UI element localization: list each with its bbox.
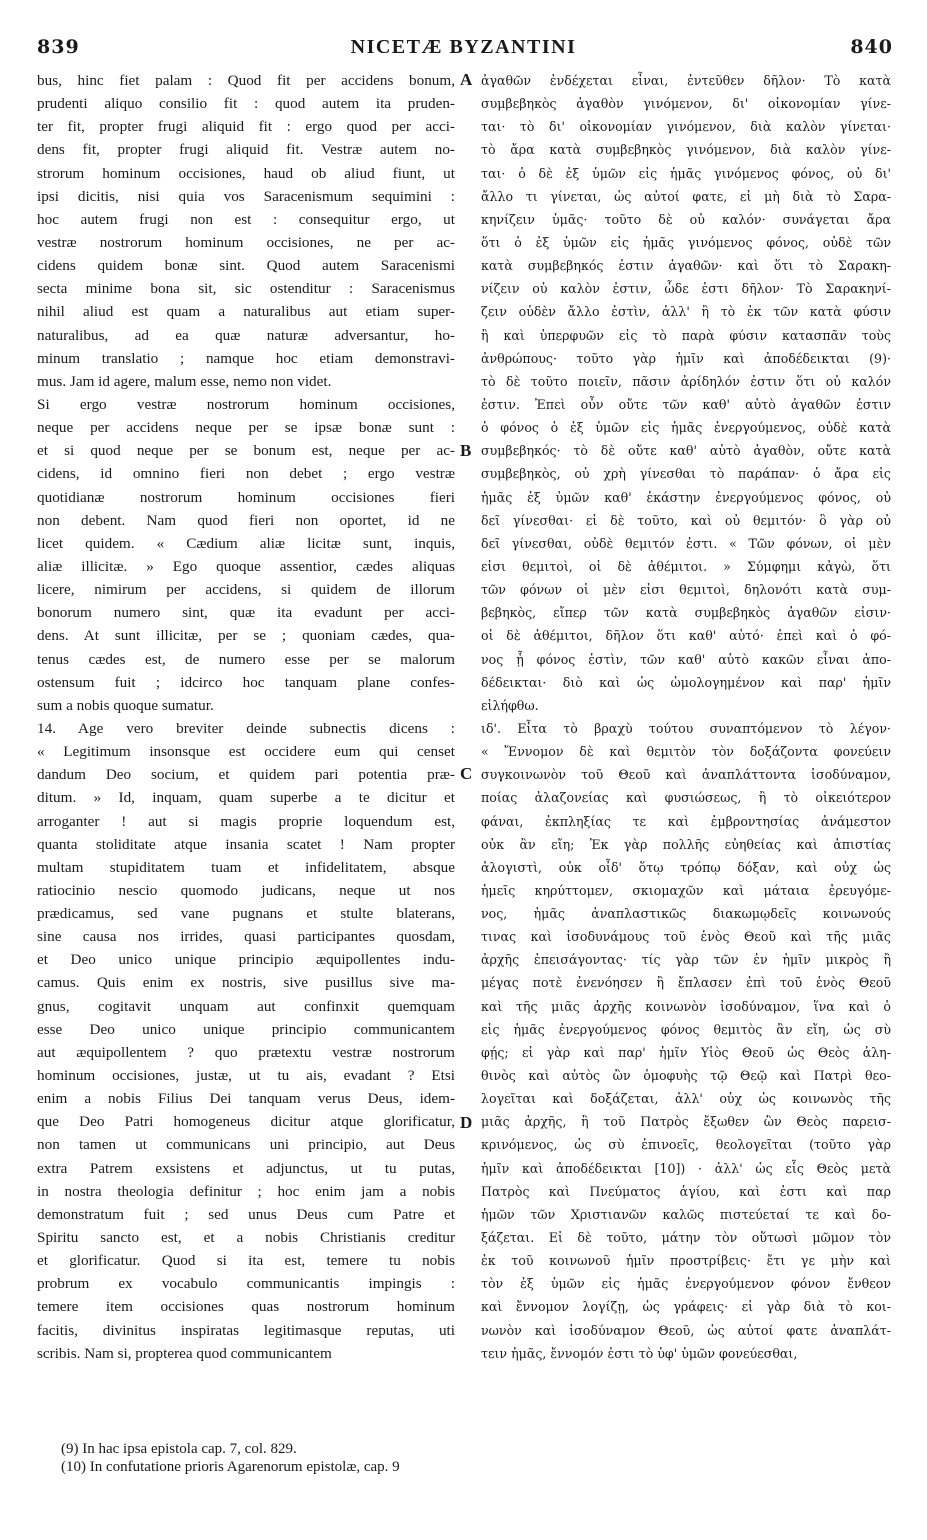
greek-line: ξάζεται. Εἰ δὲ τοῦτο, μάτην τὸν οὕτωσὶ μῶμον τὸν <box>481 1230 891 1246</box>
latin-line: gnus, cogitavit unquam aut confinxit quemquam <box>37 997 455 1015</box>
greek-line: φάναι, ἐκπληξίας τε καὶ ἐμβροντησίας ἀνάμεστον <box>481 813 891 829</box>
footnote-10: (10) In confutatione prioris Agarenorum epistolæ, cap. 9 <box>61 1459 400 1475</box>
latin-line: bonorum numero sint, quæ ita evadunt per acci- <box>37 604 455 622</box>
greek-line: ἄλλο τι γίνεται, ὡς αὐτοί φατε, εἰ μὴ διὰ τὸ Σαρα- <box>481 188 891 204</box>
greek-line: συμβεβηκὸς, οὐ χρὴ γίνεσθαι τὸ παράπαν· ὁ ἄρα εἰς <box>481 466 891 482</box>
latin-line: minum translatio ; namque hoc etiam demonstravi- <box>37 349 455 367</box>
greek-line: ἡμεῖς κηρύττομεν, σκιομαχῶν καὶ μάταια ἐρευγόμε- <box>481 882 891 898</box>
latin-line: quanta stoliditate atque insania scatet ! Nam propter <box>37 835 455 853</box>
latin-line: prædicamus, sed vane pugnans et stulte blaterans, <box>37 905 455 923</box>
greek-line: τὸ ἄρα κατὰ συμβεβηκὸς γινόμενον, διὰ καλὸν γίνε- <box>481 142 891 158</box>
latin-line: demonstratum fuit ; sed unus Deus cum Patre et <box>37 1205 455 1223</box>
greek-line: νος, ἡμᾶς ἀναπλαστικῶς διακωμῳδεῖς κοινωνούς <box>481 906 891 922</box>
latin-line: et si quod neque per se bonum est, neque per ac- <box>37 442 455 460</box>
latin-line: enim a nobis Filius Dei tanquam verus Deus, idem- <box>37 1090 455 1108</box>
greek-line: συμβεβηκὸς ἀγαθὸν γινόμενον, δι' οἰκονομίαν γίνε- <box>481 96 891 112</box>
greek-line: νωνὸν καὶ ἰσοδύναμον Θεοῦ, ὡς αὐτοί φατε ἀναπλάτ- <box>481 1322 891 1338</box>
latin-line: strorum hominum occisiones, haud ob aliud fiunt, ut <box>37 164 455 182</box>
greek-column <box>481 69 891 1365</box>
latin-line: et Deo unico unique principio æquipollentes indu- <box>37 951 455 969</box>
greek-line: καὶ τῆς μιᾶς ἀρχῆς κοινωνὸν ἰσοδύναμον, ἵνα καὶ ὁ <box>481 998 891 1014</box>
latin-line: facitis, divinitus inspiratas legitimasque reputas, uti <box>37 1321 455 1339</box>
greek-line: ὅτι ὁ ἐξ ὑμῶν εἰς ἡμᾶς γινόμενος φόνος, οὐδὲ τῶν <box>481 234 891 250</box>
greek-line: μέγας ποτὲ ἐνενόησεν ἢ ἔπλασεν ἐπὶ τοῦ ἑνὸς Θεοῦ <box>481 975 891 991</box>
greek-line: ὁ φόνος ὁ ἐξ ὑμῶν εἰς ἡμᾶς ἐνεργούμενος, οὐδὲ κατὰ <box>481 420 891 436</box>
latin-line: sine causa nos irrides, quasi participantes quosdam, <box>37 928 455 946</box>
greek-line: ἡμῶν τῶν Χριστιανῶν καλῶς πιστεύεταί τε καὶ δο- <box>481 1206 891 1222</box>
latin-line: camus. Quis enim ex nostris, sive pusillus sive ma- <box>37 974 455 992</box>
margin-letter-b: B <box>460 441 472 460</box>
greek-line: οὐκ ἂν εἴη; Ἐκ γὰρ πολλῆς εὐηθείας καὶ ἀπιστίας <box>481 836 891 852</box>
latin-line: nihil aliud est quam a naturalibus aut etiam super- <box>37 303 455 321</box>
greek-line: ζειν οὐδὲν ἄλλο ἐστὶν, ἀλλ' ἢ τὸ ἐκ τῶν κατὰ φύσιν <box>481 304 891 320</box>
latin-line: aut æquipollentem ? quo prætextu vestræ nostrorum <box>37 1043 455 1061</box>
latin-line: temere item occisiones quas nostrorum hominum <box>37 1298 455 1316</box>
greek-line: τειν ἡμᾶς, ἔννομόν ἐστι τὸ ὑφ' ὑμῶν φονεύεσθαι, <box>481 1345 798 1361</box>
latin-line: secta minime bona sit, sic ostenditur : Saracenismus <box>37 280 455 298</box>
greek-line: τὸ δὲ τοῦτο ποιεῖν, πᾶσιν ἀρίδηλόν ἐστιν ὅτι οὐ καλόν <box>481 373 891 389</box>
latin-line: quotidianæ nostrorum hominum occisiones fieri <box>37 488 455 506</box>
latin-line: extra Patrem exsistens et adjunctus, ut tu putas, <box>37 1159 455 1177</box>
latin-line: et glorificatur. Quod si ita est, temere tu nobis <box>37 1252 455 1270</box>
greek-line: μιᾶς ἀρχῆς, ἢ τοῦ Πατρὸς ἔξωθεν ὢν Θεὸς παρεισ- <box>481 1114 891 1130</box>
greek-line: καὶ ἔννομον λογίζῃ, ὡς γράφεις· εἰ γὰρ διὰ τὸ κοι- <box>481 1299 891 1315</box>
greek-line: οἱ δὲ ἀθέμιτοι, δῆλον ὅτι καθ' αὑτό· ἐπεὶ καὶ ὁ φό- <box>481 628 891 644</box>
greek-line: εἰλήφθω. <box>481 697 539 713</box>
margin-letter-c: C <box>460 764 473 783</box>
greek-line: θινὸς καὶ αὐτὸς ὢν ὁμοφυὴς τῷ Θεῷ καὶ Πατρὶ θεο- <box>481 1068 891 1084</box>
latin-line: scribis. Nam si, propterea quod communicantem <box>37 1344 332 1362</box>
greek-line: ἀρχῆς ἐπεισάγοντας· τίς γὰρ τῶν ἐν ἡμῖν μικρὸς ἢ <box>481 952 891 968</box>
latin-line: ipsi dicitis, nisi quia vos Saracenismum sequimini : <box>37 187 455 205</box>
latin-line: sum a nobis quoque sumatur. <box>37 696 214 714</box>
running-title: NICETÆ BYZANTINI <box>350 36 577 58</box>
greek-line: « Ἔννομον δὲ καὶ θεμιτὸν τὸν δοξάζοντα φονεύειν <box>481 744 891 760</box>
greek-line: ἀλογιστὶ, οὐκ οἶδ' ὅτῳ τρόπῳ δόξαν, καὶ οὐχ ὡς <box>481 859 891 875</box>
greek-line: τὸν ἐξ ὑμῶν εἰς ἡμᾶς ἐνεργούμενον φόνον ἔνθεον <box>481 1276 891 1292</box>
latin-line: licere, nimirum per accidens, si quidem de illorum <box>37 581 455 599</box>
latin-line: in nostra theologia definitur ; hoc enim jam a nobis <box>37 1182 455 1200</box>
latin-line: naturalibus, ad ea quæ naturæ adversantur, ho- <box>37 326 455 344</box>
greek-line: ται· ὁ δὲ ἐξ ὑμῶν εἰς ἡμᾶς γινόμενος φόνος, οὐ δι' <box>481 165 891 181</box>
greek-line: ἀνθρώπους· τοῦτο γὰρ ἡμῖν καὶ ἀποδέδεικται (9)· <box>481 350 891 366</box>
latin-line: aliæ illicitæ. » Ego quoque assentior, cædes aliquas <box>37 557 455 575</box>
greek-line: νος ᾗ φόνος ἐστὶν, τῶν καθ' αὑτὸ κακῶν εἶναι ἀπο- <box>481 651 891 667</box>
greek-line: συγκοινωνὸν τοῦ Θεοῦ καὶ ἀναπλάττοντα ἰσοδύναμον, <box>481 767 891 783</box>
latin-line: hoc autem frugi non est : consequitur ergo, ut <box>37 210 455 228</box>
greek-line: Πατρὸς καὶ Πνεύματος ἁγίου, καὶ ἐστι καὶ παρ <box>481 1183 891 1199</box>
margin-letter-a: A <box>460 70 473 89</box>
latin-line: cidens quidem bonæ sint. Quod autem Saracenismi <box>37 257 455 275</box>
latin-line: ditum. » Id, inquam, quam superbe a te dicitur et <box>37 789 455 807</box>
latin-line: tenus cædes est, de numero esse per se malorum <box>37 650 455 668</box>
latin-line: que Deo Patri homogeneus dicitur atque glorificatur, <box>37 1113 455 1131</box>
footnote-9: (9) In hac ipsa epistola cap. 7, col. 829. <box>61 1441 297 1457</box>
greek-line: κηνίζειν ὑμᾶς· τοῦτο δὲ οὐ καλόν· συνάγεται ἄρα <box>481 211 891 227</box>
greek-line: δεῖ γίνεσθαι, οὐδὲ θεμιτόν ἐστι. « Τῶν φόνων, οἱ μὲν <box>481 535 891 551</box>
page-number-right: 840 <box>850 36 893 58</box>
greek-line: ποίας ἀλαζονείας καὶ φυσιώσεως, ἢ τὸ οἰκειότερον <box>481 790 891 806</box>
greek-line: συμβεβηκός· τὸ δὲ οὔτε καθ' αὑτὸ ἀγαθὸν, οὔτε κατὰ <box>481 443 891 459</box>
latin-line: neque per accidens neque per se ipsæ bonæ sunt : <box>37 419 455 437</box>
margin-letter-d: D <box>460 1113 473 1132</box>
greek-line: εἰς ἡμᾶς ἐνεργούμενος φόνος θεμιτὸς ἂν εἴη, ὡς σὺ <box>481 1021 891 1037</box>
page-number-left: 839 <box>37 36 80 58</box>
greek-line: δεῖ γίνεσθαι· εἰ δὲ τοῦτο, καὶ οὐ θεμιτόν· ὃ γὰρ οὐ <box>481 512 891 528</box>
greek-line: ἢ καὶ ὑπερφυῶν εἰς τὸ παρὰ φύσιν κατασπᾶν τοὺς <box>481 327 891 343</box>
latin-line: dandum Deo socium, et quidem pari potentia præ- <box>37 766 455 784</box>
greek-line: ἐκ τοῦ κοινωνοῦ ἡμῖν προστρίβεις· ἔτι γε μὴν καὶ <box>481 1253 891 1269</box>
latin-line: dens fit, propter frugi aliquid fit. Vestræ autem no- <box>37 141 455 159</box>
latin-line: ratiocinio nescio quomodo judicans, neque ut nos <box>37 881 455 899</box>
latin-line: hominum occisiones, justæ, ut tu ais, evadant ? Etsi <box>37 1067 455 1085</box>
greek-line: ιδ'. Εἶτα τὸ βραχὺ τούτου συναπτόμενον τὸ λέγον· <box>481 720 891 736</box>
latin-line: ter fit, propter frugi aliquid fit : ergo quod per acci- <box>37 118 455 136</box>
greek-line: εἰσι θεμιτοὶ, οἱ δὲ ἀθέμιτοι. » Σύμφημι κἀγὼ, ὅτι <box>481 558 891 574</box>
page-header <box>0 36 927 66</box>
latin-line: Spiritu sancto est, et a nobis Christianis creditur <box>37 1229 455 1247</box>
latin-line: bus, hinc fiet palam : Quod fit per accidens bonum, <box>37 72 455 89</box>
greek-line: τινας καὶ ἰσοδυνάμους τοῦ ἑνὸς Θεοῦ καὶ τῆς μιᾶς <box>481 929 891 945</box>
greek-line: βεβηκὸς, εἴπερ τῶν κατὰ συμβεβηκὸς ἀγαθῶν εἰσιν· <box>481 605 891 621</box>
greek-line: λογεῖται καὶ δοξάζεται, ἀλλ' οὐχ ὡς κοινωνὸς τῆς <box>481 1091 891 1107</box>
greek-line: ἡμᾶς ἐξ ὑμῶν καθ' ἑκάστην ἐνεργούμενος φόνος, οὐ <box>481 489 891 505</box>
latin-line: dens. At sunt illicitæ, per se ; quoniam cædes, qua- <box>37 627 455 645</box>
latin-line: non tamen ut communicans uni principio, aut Deus <box>37 1136 455 1154</box>
greek-line: δέδεικται· διὸ καὶ ὡς ὡμολογημένον καὶ παρ' ἡμῖν <box>481 674 891 690</box>
greek-line: φῄς; εἰ γὰρ καὶ παρ' ἡμῖν Υἱὸς Θεοῦ ὡς Θεὸς ἀλη- <box>481 1044 891 1060</box>
latin-line: multam stupiditatem tuam et infidelitatem, absque <box>37 858 455 876</box>
latin-column <box>37 69 455 1365</box>
greek-line: νίζειν οὐ καλὸν ἐστιν, ὧδε ἐστι δῆλον· Τὸ Σαρακηνί- <box>481 281 891 297</box>
greek-line: τῶν φόνων οἱ μὲν εἰσι θεμιτοὶ, δηλονότι κατὰ συμ- <box>481 582 891 598</box>
latin-line: arroganter ! aut si magis proprie loquendum est, <box>37 812 455 830</box>
latin-line: Si ergo vestræ nostrorum hominum occisiones, <box>37 395 455 413</box>
latin-line: esse Deo unico unique principio communicantem <box>37 1020 455 1038</box>
greek-line: ἡμῖν καὶ ἀποδέδεικται [10]) · ἀλλ' ὡς εἷς Θεὸς μετὰ <box>481 1160 891 1176</box>
greek-line: κατὰ συμβεβηκός ἐστιν ἀγαθῶν· καὶ ὅτι τὸ Σαρακη- <box>481 258 891 274</box>
greek-line: ται· τὸ δι' οἰκονομίαν γινόμενον, διὰ καλὸν γίνεται· <box>481 119 891 135</box>
latin-line: ostensum fuit ; idcirco hoc tanquam plane confes- <box>37 673 455 691</box>
footnotes <box>61 1440 861 1476</box>
latin-line: prudenti aliquo consilio fit : quod autem ita pruden- <box>37 95 455 113</box>
latin-line: 14. Age vero breviter deinde subnectis dicens : <box>37 719 455 737</box>
greek-line: κρινόμενος, ὡς σὺ ἐπινοεῖς, θεολογεῖται (τοῦτο γὰρ <box>481 1137 891 1153</box>
latin-line: probrum ex vocabulo communicantis impingis : <box>37 1275 455 1293</box>
greek-line: ἐστιν. Ἐπεὶ οὖν οὔτε τῶν καθ' αὑτὸ ἀγαθῶν ἐστιν <box>481 396 891 412</box>
greek-line: ἀγαθῶν ἐνδέχεται εἶναι, ἐντεῦθεν δῆλον· Τὸ κατὰ <box>481 73 891 88</box>
latin-line: cidens, id omnino fieri non debet ; ergo vestræ <box>37 465 455 483</box>
latin-line: licet quidem. « Cædium aliæ licitæ sunt, inquis, <box>37 534 455 552</box>
latin-line: non debent. Nam quod fieri non oportet, id ne <box>37 511 455 529</box>
latin-line: « Legitimum insonsque est occidere eum qui censet <box>37 743 455 761</box>
latin-line: vestræ nostrorum hominum occisiones, ne per ac- <box>37 233 455 251</box>
latin-line: mus. Jam id agere, malum esse, nemo non videt. <box>37 372 332 390</box>
